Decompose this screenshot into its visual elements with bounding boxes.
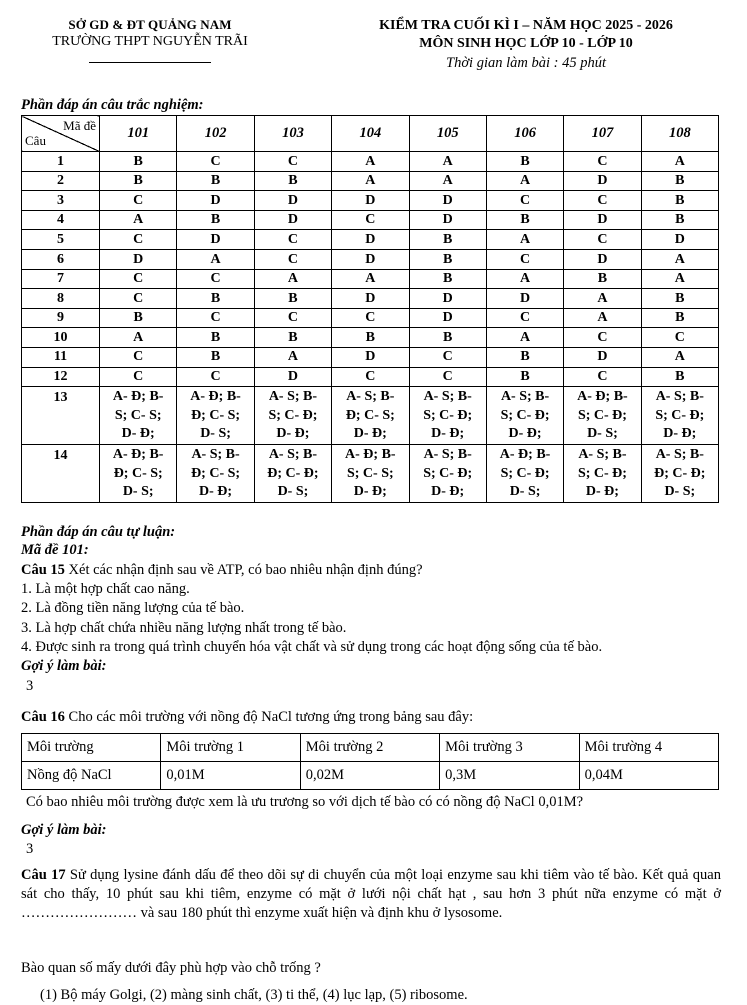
answer-line: A- Đ; B- — [112, 447, 164, 463]
answer-cell: C — [254, 230, 331, 250]
answer-line: S; C- Đ; — [577, 465, 627, 481]
answer-cell: C — [100, 269, 177, 289]
answer-cell: B — [641, 289, 718, 309]
exam-duration: Thời gian làm bài : 45 phút — [446, 55, 606, 71]
answer-cell: A — [332, 152, 409, 172]
exam-code-header: 101 — [100, 116, 177, 152]
question-number-cell: 7 — [22, 269, 100, 289]
answer-cell: C — [409, 367, 486, 387]
answer-cell: B — [177, 210, 254, 230]
answer-cell — [177, 387, 254, 445]
exam-code-header: 102 — [177, 116, 254, 152]
answer-cell: D — [332, 191, 409, 211]
answer-line: A- S; B- — [423, 389, 472, 405]
answer-line: D- Đ; — [663, 425, 697, 441]
answer-line: A- Đ; B- — [112, 389, 164, 405]
answer-line: Đ; C- Đ; — [654, 465, 706, 481]
answer-cell: D — [254, 191, 331, 211]
answer-cell — [177, 445, 254, 503]
exam-code-header: 107 — [564, 116, 641, 152]
answer-cell: C — [177, 269, 254, 289]
answer-cell: C — [564, 367, 641, 387]
answer-cell: B — [486, 367, 563, 387]
nacl-table-header-cell: Môi trường 3 — [440, 734, 579, 762]
answer-line: D- Đ; — [276, 425, 310, 441]
answer-cell: B — [486, 347, 563, 367]
corner-question-label: Câu — [25, 132, 46, 148]
nacl-table — [21, 733, 719, 790]
subject-title: MÔN SINH HỌC LỚP 10 - LỚP 10 — [419, 35, 633, 51]
school-header — [40, 17, 260, 63]
question-16 — [21, 708, 473, 726]
nacl-table-header-cell: Môi trường 4 — [579, 734, 718, 762]
answer-cell: D — [564, 347, 641, 367]
question-15-hint-label: Gợi ý làm bài: — [21, 658, 107, 674]
answer-cell: A — [486, 328, 563, 348]
exam-header — [330, 17, 722, 72]
answer-cell: D — [332, 347, 409, 367]
answer-cell: B — [254, 328, 331, 348]
answer-line: A- Đ; B- — [345, 447, 396, 463]
nacl-table-header-cell: Môi trường 2 — [300, 734, 439, 762]
answer-cell: C — [177, 152, 254, 172]
answer-cell — [332, 445, 409, 503]
answer-cell: C — [177, 308, 254, 328]
exam-code-header: 104 — [332, 116, 409, 152]
answer-row — [22, 367, 719, 387]
answer-cell — [332, 387, 409, 445]
answer-cell: C — [100, 191, 177, 211]
answer-line: S; C- Đ; — [577, 407, 627, 423]
answer-cell: B — [332, 328, 409, 348]
question-17 — [21, 866, 721, 923]
nacl-table-cell: 0,3M — [440, 762, 579, 790]
answer-cell: D — [409, 308, 486, 328]
question-16-answer: 3 — [26, 841, 34, 857]
answer-cell: A — [254, 347, 331, 367]
answer-line: D- Đ; — [508, 425, 542, 441]
answer-line: S; C- Đ; — [655, 407, 705, 423]
answer-line: D- S; — [277, 483, 309, 499]
answer-cell: C — [564, 328, 641, 348]
answer-row — [22, 347, 719, 367]
answer-cell: C — [100, 347, 177, 367]
answer-cell: C — [254, 249, 331, 269]
answer-row — [22, 191, 719, 211]
question-15-item: 4. Được sinh ra trong quá trình chuyển hóa vật chất và sử dụng trong các hoạt động sống của tế bào. — [21, 639, 603, 655]
answer-cell: C — [564, 152, 641, 172]
answer-cell — [409, 445, 486, 503]
answer-cell: B — [486, 210, 563, 230]
answer-cell: A — [409, 152, 486, 172]
answer-line: A- S; B- — [268, 447, 318, 463]
essay-section-title: Phần đáp án câu tự luận: — [21, 524, 176, 540]
answer-line: Đ; C- S; — [191, 407, 241, 423]
question-number-cell: 8 — [22, 289, 100, 309]
answer-cell: D — [177, 191, 254, 211]
answer-cell: A — [641, 347, 718, 367]
answer-cell: C — [332, 308, 409, 328]
answer-cell — [641, 445, 718, 503]
answer-line: D- Đ; — [585, 483, 619, 499]
answer-line: S; C- Đ; — [423, 407, 473, 423]
answer-line: A- S; B- — [655, 389, 704, 405]
answer-line: S; C- Đ; — [500, 407, 550, 423]
answer-line: D- Đ; — [431, 483, 465, 499]
answer-row — [22, 249, 719, 269]
mcq-answer-table — [21, 115, 719, 503]
answer-cell — [100, 445, 177, 503]
answer-cell: A — [332, 171, 409, 191]
answer-cell: C — [100, 230, 177, 250]
question-number-cell: 11 — [22, 347, 100, 367]
answer-row — [22, 387, 719, 445]
answer-line: D- S; — [200, 425, 231, 441]
nacl-table-cell: 0,04M — [579, 762, 718, 790]
question-number-cell: 13 — [22, 387, 100, 445]
answer-cell: B — [177, 347, 254, 367]
answer-line: A- S; B- — [346, 389, 395, 405]
answer-cell: D — [332, 230, 409, 250]
corner-code-label: Mã đề — [63, 118, 96, 133]
answer-cell: A — [641, 152, 718, 172]
answer-cell: B — [254, 171, 331, 191]
answer-cell: A — [332, 269, 409, 289]
answer-cell: D — [100, 249, 177, 269]
answer-cell: D — [564, 171, 641, 191]
answer-line: S; C- S; — [114, 407, 162, 423]
answer-cell — [254, 387, 331, 445]
answer-cell: D — [486, 289, 563, 309]
answer-cell: A — [486, 230, 563, 250]
nacl-table-header-cell: Môi trường — [22, 734, 161, 762]
answer-cell: D — [409, 210, 486, 230]
question-15-label: Câu 15 — [21, 562, 65, 578]
question-17-text: Sử dụng lysine đánh dấu để theo dõi sự di chuyển của một loại enzyme sau khi tiêm vào tế bào. Kết quả quan sát cho thấy, 10 phút sau khi tiêm, enzyme có mặt ở lưới nội chất hạt , sau hơn 3 phút nữa enzyme có mặt ở …………………… và sau 180 phút thì enzyme xuất hiện và định khu ở lysosome. — [21, 867, 721, 921]
answer-cell: B — [641, 367, 718, 387]
answer-line: S; C- S; — [346, 465, 394, 481]
question-number-cell: 14 — [22, 445, 100, 503]
answer-cell — [254, 445, 331, 503]
answer-cell: A — [641, 269, 718, 289]
answer-cell: A — [254, 269, 331, 289]
answer-line: S; C- Đ; — [268, 407, 318, 423]
answer-cell: B — [409, 328, 486, 348]
answer-row — [22, 210, 719, 230]
nacl-table-cell: Nồng độ NaCl — [22, 762, 161, 790]
question-17-label: Câu 17 — [21, 867, 66, 883]
question-number-cell: 1 — [22, 152, 100, 172]
answer-row — [22, 328, 719, 348]
answer-cell: B — [100, 152, 177, 172]
question-number-cell: 12 — [22, 367, 100, 387]
answer-cell: C — [564, 230, 641, 250]
answer-line: D- Đ; — [353, 483, 387, 499]
answer-cell: D — [254, 210, 331, 230]
question-15-answer: 3 — [26, 678, 34, 694]
answer-cell: A — [641, 249, 718, 269]
answer-line: D- Đ; — [353, 425, 387, 441]
header-underline — [89, 62, 211, 63]
answer-line: D- S; — [509, 483, 541, 499]
answer-cell: B — [409, 230, 486, 250]
answer-line: A- S; B- — [500, 389, 550, 405]
answer-cell: A — [100, 328, 177, 348]
question-number-cell: 5 — [22, 230, 100, 250]
answer-cell: C — [486, 191, 563, 211]
question-16-question: Có bao nhiêu môi trường được xem là ưu trương so với dịch tế bào có có nồng độ NaCl 0,01M? — [26, 794, 584, 810]
exam-code-header: 103 — [254, 116, 331, 152]
answer-cell: C — [332, 210, 409, 230]
exam-code-header: 106 — [486, 116, 563, 152]
answer-line: Đ; C- S; — [113, 465, 163, 481]
answer-line: A- S; B- — [655, 447, 704, 463]
answer-cell — [409, 387, 486, 445]
answer-line: A- Đ; B- — [577, 389, 628, 405]
answer-cell: B — [641, 191, 718, 211]
question-16-label: Câu 16 — [21, 709, 65, 725]
answer-cell: D — [332, 289, 409, 309]
question-15-item: 3. Là hợp chất chứa nhiều năng lượng nhất trong tế bào. — [21, 620, 347, 636]
school-name: TRƯỜNG THPT NGUYỄN TRÃI — [52, 34, 248, 50]
mcq-section-title: Phần đáp án câu trắc nghiệm: — [21, 97, 204, 113]
answer-cell: A — [486, 171, 563, 191]
answer-cell: A — [564, 308, 641, 328]
answer-cell: C — [641, 328, 718, 348]
answer-cell: B — [486, 152, 563, 172]
answer-line: Đ; C- Đ; — [267, 465, 319, 481]
answer-line: S; C- Đ; — [423, 465, 473, 481]
question-15 — [21, 561, 423, 579]
answer-cell: B — [641, 308, 718, 328]
exam-title: KIỂM TRA CUỐI KÌ I – NĂM HỌC 2025 - 2026 — [379, 18, 673, 33]
answer-cell: B — [100, 308, 177, 328]
question-number-cell: 6 — [22, 249, 100, 269]
answer-line: A- S; B- — [423, 447, 472, 463]
answer-cell: A — [177, 249, 254, 269]
answer-row — [22, 171, 719, 191]
answer-cell: B — [177, 328, 254, 348]
answer-cell: D — [641, 230, 718, 250]
answer-cell: C — [332, 367, 409, 387]
answer-line: D- S; — [587, 425, 618, 441]
question-number-cell: 10 — [22, 328, 100, 348]
answer-cell: B — [100, 171, 177, 191]
answer-cell — [100, 387, 177, 445]
table-corner-cell — [22, 116, 100, 152]
question-17-question: Bào quan số mấy dưới đây phù hợp vào chỗ trống ? — [21, 960, 321, 976]
answer-cell: D — [332, 249, 409, 269]
answer-cell: D — [564, 249, 641, 269]
answer-row — [22, 289, 719, 309]
answer-cell: C — [564, 191, 641, 211]
answer-line: D- S; — [664, 483, 696, 499]
answer-line: S; C- Đ; — [500, 465, 550, 481]
answer-row — [22, 230, 719, 250]
answer-cell: A — [486, 269, 563, 289]
answer-row — [22, 445, 719, 503]
answer-cell: C — [100, 367, 177, 387]
answer-line: Đ; C- S; — [191, 465, 241, 481]
answer-cell: D — [177, 230, 254, 250]
answer-cell: A — [409, 171, 486, 191]
answer-cell — [564, 445, 641, 503]
answer-line: D- S; — [122, 483, 154, 499]
answer-cell: B — [409, 269, 486, 289]
question-16-text: Cho các môi trường với nồng độ NaCl tương ứng trong bảng sau đây: — [64, 709, 474, 725]
answer-cell: A — [564, 289, 641, 309]
answer-cell: B — [564, 269, 641, 289]
answer-row — [22, 308, 719, 328]
answer-cell: B — [254, 289, 331, 309]
question-16-hint-label: Gợi ý làm bài: — [21, 822, 107, 838]
exam-code-header: 108 — [641, 116, 718, 152]
question-17-options: (1) Bộ máy Golgi, (2) màng sinh chất, (3) ti thể, (4) lục lạp, (5) ribosome. — [40, 987, 468, 1003]
answer-cell: B — [177, 289, 254, 309]
answer-cell: B — [641, 210, 718, 230]
answer-cell — [486, 445, 563, 503]
answer-line: A- S; B- — [191, 447, 240, 463]
answer-cell: C — [409, 347, 486, 367]
answer-cell: C — [254, 152, 331, 172]
nacl-table-header-cell: Môi trường 1 — [161, 734, 300, 762]
answer-cell — [641, 387, 718, 445]
question-15-item: 2. Là đồng tiền năng lượng của tế bào. — [21, 600, 245, 616]
answer-cell: C — [254, 308, 331, 328]
answer-line: A- Đ; B- — [190, 389, 241, 405]
department-name: SỞ GD & ĐT QUẢNG NAM — [68, 17, 232, 32]
answer-cell: C — [177, 367, 254, 387]
answer-line: D- Đ; — [199, 483, 233, 499]
answer-line: A- S; B- — [268, 389, 318, 405]
question-number-cell: 4 — [22, 210, 100, 230]
exam-code-header: 105 — [409, 116, 486, 152]
answer-line: A- S; B- — [578, 447, 627, 463]
answer-cell — [564, 387, 641, 445]
answer-cell: C — [486, 249, 563, 269]
answer-row — [22, 152, 719, 172]
question-15-item: 1. Là một hợp chất cao năng. — [21, 581, 190, 597]
answer-cell: C — [486, 308, 563, 328]
nacl-table-cell: 0,01M — [161, 762, 300, 790]
answer-cell: D — [409, 191, 486, 211]
answer-cell: D — [254, 367, 331, 387]
answer-line: A- Đ; B- — [499, 447, 551, 463]
answer-cell: A — [100, 210, 177, 230]
answer-line: D- Đ; — [121, 425, 155, 441]
answer-row — [22, 269, 719, 289]
question-15-text: Xét các nhận định sau về ATP, có bao nhiêu nhận định đúng? — [64, 562, 423, 578]
question-number-cell: 2 — [22, 171, 100, 191]
nacl-table-cell: 0,02M — [300, 762, 439, 790]
answer-line: Đ; C- S; — [345, 407, 395, 423]
exam-code-label: Mã đề 101: — [21, 542, 89, 558]
answer-cell: B — [177, 171, 254, 191]
answer-cell: C — [100, 289, 177, 309]
answer-cell: B — [409, 249, 486, 269]
answer-cell — [486, 387, 563, 445]
answer-cell: D — [564, 210, 641, 230]
question-number-cell: 9 — [22, 308, 100, 328]
question-number-cell: 3 — [22, 191, 100, 211]
answer-line: D- Đ; — [431, 425, 465, 441]
answer-cell: B — [641, 171, 718, 191]
answer-cell: D — [409, 289, 486, 309]
